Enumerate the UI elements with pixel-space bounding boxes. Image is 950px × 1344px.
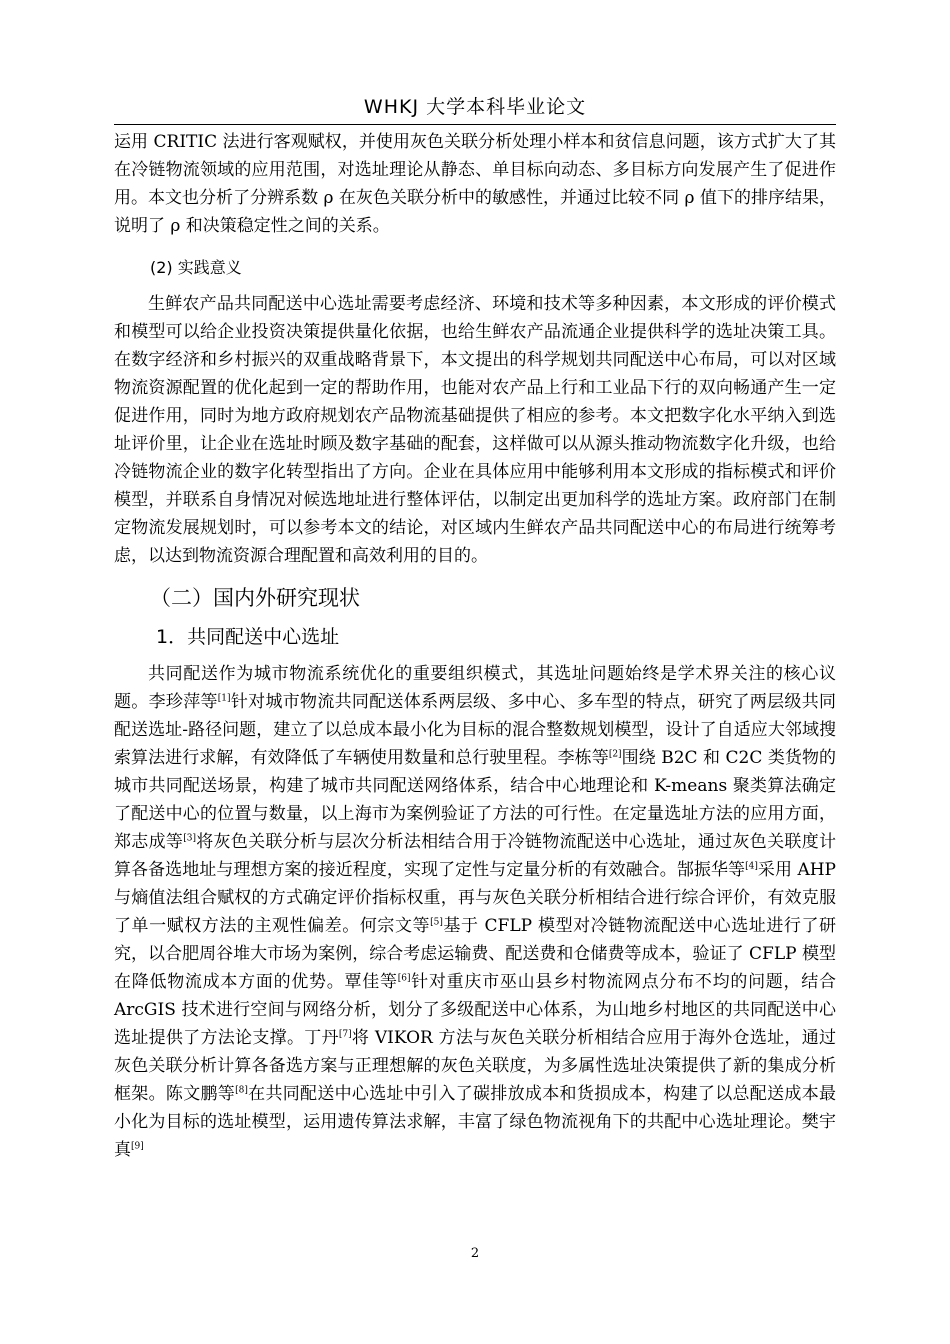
paragraph-theoretical-significance: 运用 CRITIC 法进行客观赋权，并使用灰色关联分析处理小样本和贫信息问题，该方式扩大了其在冷链物流领域的应用范围，对选址理论从静态、单目标向动态、多目标方向发展产生了促进作用。本文也分析了分辨系数 ρ 在灰色关联分析中的敏感性，并通过比较不同 ρ 值下的排序结果，说明了 ρ 和决策稳定性之间的关系。 [114, 132, 836, 236]
paragraph-practical-significance: 生鲜农产品共同配送中心选址需要考虑经济、环境和技术等多种因素，本文形成的评价模式和模型可以给企业投资决策提供量化依据，也给生鲜农产品流通企业提供科学的选址决策工具。在数字经济和乡村振兴的双重战略背景下，本文提出的科学规划共同配送中心布局，可以对区域物流资源配置的优化起到一定的帮助作用，也能对农产品上行和工业品下行的双向畅通产生一定促进作用，同时为地方政府规划农产品物流基础提供了相应的参考。本文把数字化水平纳入到选址评价里，让企业在选址时顾及数字基础的配套，这样做可以从源头推动物流数字化升级，也给冷链物流企业的数字化转型指出了方向。企业在具体应用中能够利用本文形成的指标模式和评价模型，并联系自身情况对候选地址进行整体评估，以制定出更加科学的选址方案。政府部门在制定物流发展规划时，可以参考本文的结论，对区域内生鲜农产品共同配送中心的布局进行统筹考虑，以达到物流资源合理配置和高效利用的目的。 [114, 294, 836, 566]
section-heading-research-status: （二）国内外研究现状 [150, 586, 360, 610]
page-number: 2 [470, 1246, 480, 1261]
text-segment: 针对重庆市巫山县乡村物流网点分布不均的问题，结合 ArcGIS 技术进行空间与网络分析，划分了多级配送中心体系，为山地乡村地区的共同配送中心选址提供了方法论支撑。丁丹 [114, 972, 837, 1048]
running-header: WHKJ 大学本科毕业论文 [363, 96, 587, 118]
subsection-heading-site-selection: 1．共同配送中心选址 [156, 626, 340, 648]
subheading-practical-significance: (2) 实践意义 [150, 258, 242, 277]
citation-ref: [4] [745, 861, 758, 872]
citation-ref: [7] [338, 1029, 352, 1040]
text-segment: 将灰色关联分析与层次分析法相结合用于冷链物流配送中心选址，通过灰色关联度计算各备选地址与理想方案的接近程度，实现了定性与定量分析的有效融合。郜振华等 [114, 832, 837, 880]
text-segment: 围绕 B2C 和 C2C 类货物的城市共同配送场景，构建了城市共同配送网络体系，结合中心地理论和 K-means 聚类算法确定了配送中心的位置与数量，以上海市为案例验证了方法的可行性。在定量选址方法的应用方面，郑志成等 [114, 748, 837, 852]
citation-ref: [1] [217, 693, 231, 704]
text-segment: 针对城市物流共同配送体系两层级、多中心、多车型的特点，研究了两层级共同配送选址-路径问题，建立了以总成本最小化为目标的混合整数规划模型，设计了自适应大邻域搜索算法进行求解，有效降低了车辆使用数量和总行驶里程。李栋等 [114, 692, 837, 768]
citation-ref: [8] [235, 1085, 248, 1096]
citation-ref: [6] [397, 973, 411, 984]
text-segment: 基于 CFLP 模型对冷链物流配送中心选址进行了研究，以合肥周谷堆大市场为案例，综合考虑运输费、配送费和仓储费等成本，验证了 CFLP 模型在降低物流成本方面的优势。覃佳等 [114, 916, 837, 992]
citation-ref: [5] [430, 917, 443, 928]
text-segment: 在共同配送中心选址中引入了碳排放成本和货损成本，构建了以总配送成本最小化为目标的选址模型，运用遗传算法求解，丰富了绿色物流视角下的共配中心选址理论。樊宇真 [114, 1084, 837, 1160]
citation-ref: [3] [183, 833, 196, 844]
citation-ref: [9] [131, 1141, 144, 1152]
text-segment: 将 VIKOR 方法与灰色关联分析相结合应用于海外仓选址，通过灰色关联分析计算各备选方案与正理想解的灰色关联度，为多属性选址决策提供了新的集成分析框架。陈文鹏等 [114, 1028, 837, 1104]
paragraph-literature-review [114, 660, 836, 1164]
text-segment: 采用 AHP 与熵值法组合赋权的方式确定评价指标权重，再与灰色关联分析相结合进行综合评价，有效克服了单一赋权方法的主观性偏差。何宗文等 [114, 860, 836, 936]
citation-ref: [2] [608, 749, 622, 760]
body-content [114, 128, 836, 1164]
header-rule [114, 124, 836, 125]
text-segment: 共同配送作为城市物流系统优化的重要组织模式，其选址问题始终是学术界关注的核心议题。李珍萍等 [114, 664, 836, 712]
